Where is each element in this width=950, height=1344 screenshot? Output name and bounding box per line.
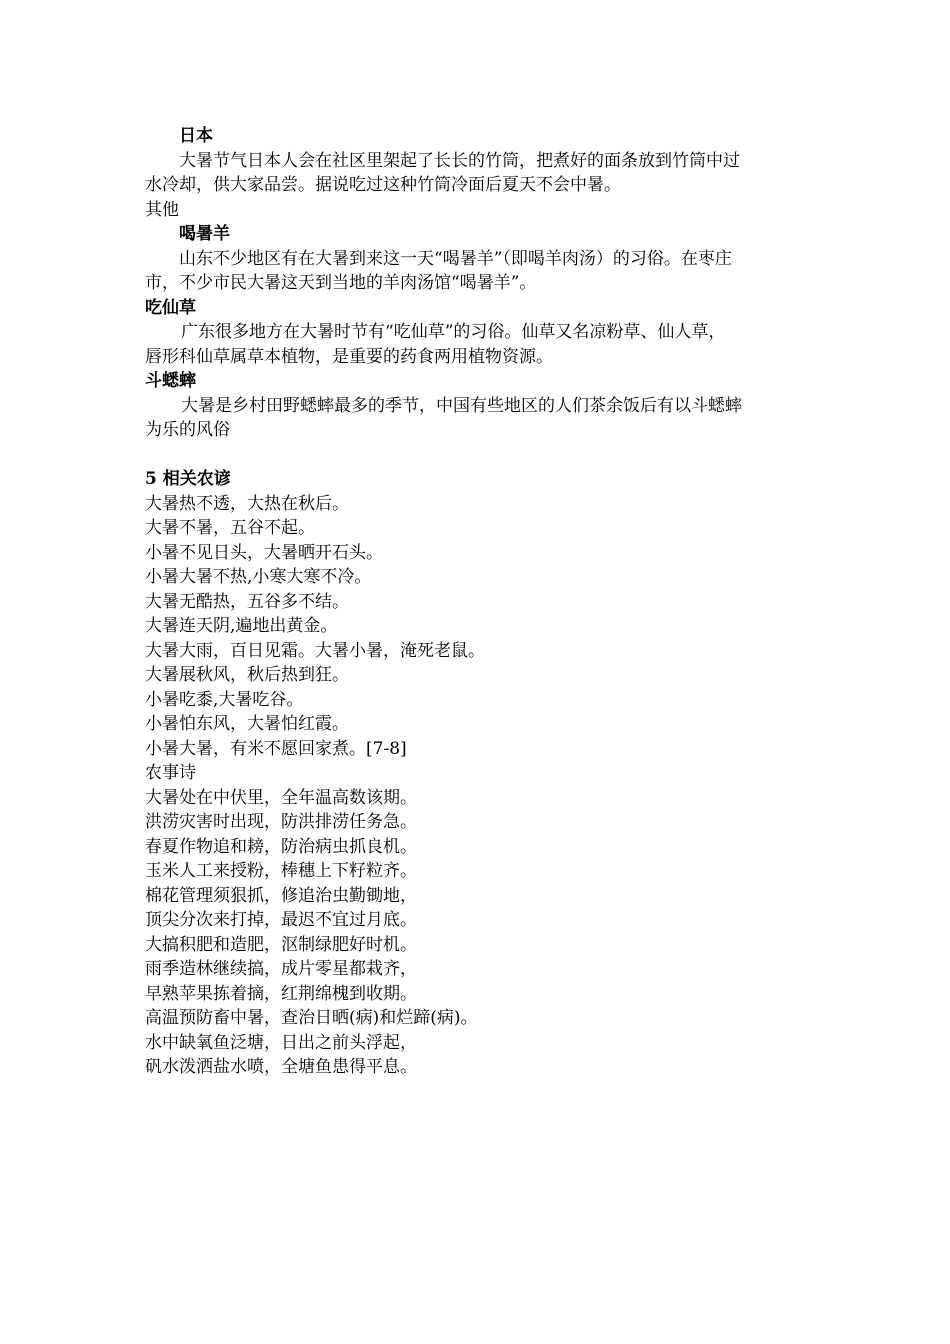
proverb-line: 小暑不见日头，大暑晒开石头。	[145, 542, 383, 563]
poem-line: 大暑处在中伏里，全年温高数该期。	[145, 787, 417, 808]
other-heading: 其他	[145, 199, 179, 220]
poem-list	[145, 786, 810, 1080]
poem-line: 棉花管理须狠抓，修追治虫勤锄地，	[145, 885, 417, 906]
poem-line: 早熟苹果拣着摘，红荆绵槐到收期。	[145, 983, 417, 1004]
he-shu-yang-heading: 喝暑羊	[179, 224, 230, 244]
blank-line	[145, 443, 810, 468]
poem-line: 春夏作物追和耪，防治病虫抓良机。	[145, 836, 417, 857]
poem-line: 水中缺氧鱼泛塘，日出之前头浮起，	[145, 1032, 417, 1053]
poem-line: 顶尖分次来打掉，最迟不宜过月底。	[145, 910, 417, 930]
chi-xian-cao-heading: 吃仙草	[145, 297, 196, 318]
dou-xi-shuai-para-line-1: 大暑是乡村田野蟋蟀最多的季节，中国有些地区的人们茶余饭后有以斗蟋蟀	[181, 395, 742, 416]
japan-para-line-2: 水冷却，供大家品尝。据说吃过这种竹筒冷面后夏天不会中暑。	[145, 175, 621, 195]
poem-line: 洪涝灾害时出现，防洪排涝任务急。	[145, 812, 417, 832]
poem-heading: 农事诗	[145, 763, 196, 783]
poem-line: 高温预防畜中暑，查治日晒(病)和烂蹄(病)。	[145, 1008, 478, 1028]
proverb-line: 小暑吃黍,大暑吃谷。	[145, 689, 304, 710]
dou-xi-shuai-para-line-2: 为乐的风俗	[145, 420, 230, 440]
poem-line: 矾水泼洒盐水喷，全塘鱼患得平息。	[145, 1057, 417, 1077]
japan-heading: 日本	[179, 126, 213, 146]
proverb-line: 小暑大暑，有米不愿回家煮。[7-8]	[145, 738, 407, 759]
proverb-line: 大暑不暑，五谷不起。	[145, 518, 315, 538]
proverb-line: 小暑大暑不热,小寒大寒不冷。	[145, 567, 372, 587]
poem-line: 雨季造林继续搞，成片零星都栽齐，	[145, 959, 417, 979]
proverb-line: 大暑热不透，大热在秋后。	[145, 493, 349, 514]
chi-xian-cao-para-line-2: 唇形科仙草属草本植物，是重要的药食两用植物资源。	[145, 346, 553, 367]
proverb-line: 大暑无酷热，五谷多不结。	[145, 591, 349, 612]
japan-para-line-1: 大暑节气日本人会在社区里架起了长长的竹筒，把煮好的面条放到竹筒中过	[179, 150, 740, 171]
proverbs-list	[145, 492, 810, 762]
proverb-line: 小暑怕东风，大暑怕红霞。	[145, 714, 349, 734]
poem-line: 玉米人工来授粉，棒穗上下籽粒齐。	[145, 861, 417, 881]
chi-xian-cao-para-line-1: 广东很多地方在大暑时节有“吃仙草”的习俗。仙草又名凉粉草、仙人草，	[181, 322, 726, 342]
he-shu-yang-para-line-1: 山东不少地区有在大暑到来这一天“喝暑羊”（即喝羊肉汤）的习俗。在枣庄	[179, 248, 732, 269]
he-shu-yang-para-line-2: 市，不少市民大暑这天到当地的羊肉汤馆“喝暑羊”。	[145, 273, 537, 293]
proverb-line: 大暑连天阴,遍地出黄金。	[145, 616, 338, 636]
dou-xi-shuai-heading: 斗蟋蟀	[145, 371, 196, 391]
proverb-line: 大暑展秋风，秋后热到狂。	[145, 665, 349, 685]
poem-line: 大搞积肥和造肥，沤制绿肥好时机。	[145, 934, 417, 955]
document-page	[145, 124, 810, 1080]
proverb-line: 大暑大雨，百日见霜。大暑小暑，淹死老鼠。	[145, 640, 485, 661]
proverbs-heading: 5 相关农谚	[145, 469, 231, 489]
